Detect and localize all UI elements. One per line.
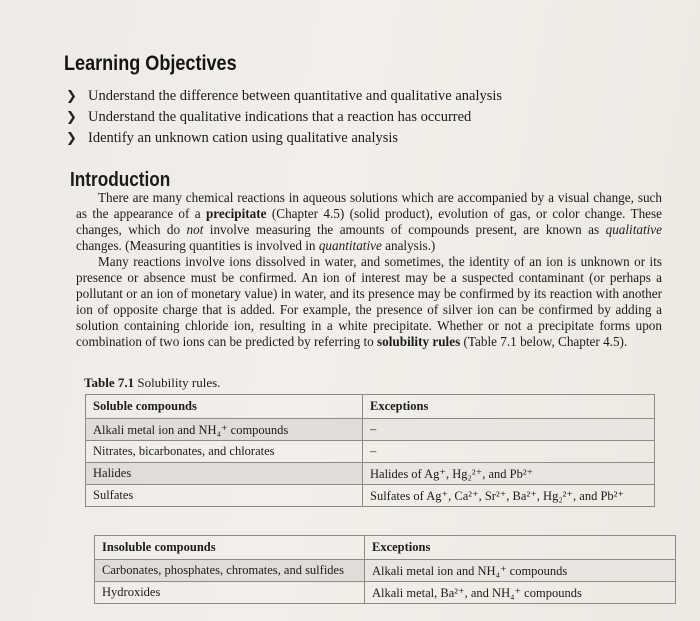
caption-text: Solubility rules.: [137, 375, 221, 390]
text-run: involve measuring the amounts of compounds present, are known as: [203, 222, 606, 237]
table-header-row: [86, 395, 655, 419]
objective-text: Understand the difference between quantitative and qualitative analysis: [88, 88, 503, 104]
table-cell: Hydroxides: [95, 582, 365, 604]
table-row: [86, 485, 655, 507]
header-cell: Exceptions: [363, 395, 655, 419]
table-cell: Alkali metal ion and NH₄⁺ compounds: [86, 419, 363, 441]
header-cell: Exceptions: [365, 536, 676, 560]
table-cell: Halides: [86, 463, 363, 485]
bold-term: precipitate: [205, 206, 267, 221]
intro-paragraph-2: [76, 254, 662, 350]
table-cell: Alkali metal, Ba²⁺, and NH₄⁺ compounds: [365, 582, 676, 604]
table-row: [86, 419, 655, 441]
intro-paragraph-1: [76, 190, 662, 254]
chevron-right-icon: ❯: [66, 131, 77, 146]
table-cell: Nitrates, bicarbonates, and chlorates: [86, 441, 363, 463]
table-row: [86, 441, 655, 463]
caption-label: Table 7.1: [84, 375, 135, 390]
page-title: Learning Objectives: [64, 52, 237, 75]
objective-text: Understand the qualitative indications that a reaction has occurred: [88, 109, 472, 125]
table-row: [95, 560, 676, 582]
list-item: [66, 128, 506, 149]
intro-text: [76, 190, 662, 350]
header-cell: Insoluble compounds: [95, 536, 365, 560]
text-run: (Chapter 4.5) (solid product), evolution of gas, or color change. These changes, which do: [76, 206, 663, 237]
soluble-compounds-table: [85, 394, 655, 507]
table-cell: Sulfates: [86, 485, 363, 507]
text-run: analysis.): [381, 238, 436, 253]
list-item: [66, 107, 506, 128]
chevron-right-icon: ❯: [66, 89, 77, 104]
table-cell: Halides of Ag⁺, Hg₂²⁺, and Pb²⁺: [363, 463, 655, 485]
text-run: changes. (Measuring quantities is involved in: [76, 238, 319, 253]
table-cell: Carbonates, phosphates, chromates, and sulfides: [95, 560, 365, 582]
table-header-row: [95, 536, 676, 560]
italic-term: qualitative: [605, 222, 662, 237]
italic-term: not: [186, 222, 204, 237]
bold-term: solubility rules: [377, 334, 461, 349]
table-cell: Sulfates of Ag⁺, Ca²⁺, Sr²⁺, Ba²⁺, Hg₂²⁺, and Pb²⁺: [363, 485, 655, 507]
table-row: [86, 463, 655, 485]
insoluble-compounds-table: [94, 535, 676, 604]
section-heading: Introduction: [70, 169, 171, 191]
text-run: Many reactions involve ions dissolved in water, and sometimes, the identity of an ion is unknown or its presence or absence must be confirmed. An ion of interest may be a suspected contaminant (or perhaps a pollutant or an ion of monetary value) in water, and its presence may be confirmed by its reaction with another ion of opposite charge that is added. For example, the presence of silver ion can be confirmed by adding a solution containing chloride ion, resulting in a white precipitate. Whether or not a precipitate forms upon combination of two ions can be predicted by referring to: [76, 254, 662, 349]
table-cell: –: [363, 419, 655, 441]
table-cell: Alkali metal ion and NH₄⁺ compounds: [365, 560, 676, 582]
list-item: [66, 86, 506, 107]
objective-text: Identify an unknown cation using qualitative analysis: [88, 130, 399, 146]
objectives-list: [66, 86, 506, 149]
table-row: [95, 582, 676, 604]
text-run: There are many chemical reactions in aqueous solutions which are accompanied by a visual change, such as the appearance of a: [76, 190, 662, 221]
italic-term: quantitative: [318, 238, 382, 253]
text-run: (Table 7.1 below, Chapter 4.5).: [460, 334, 628, 349]
table-caption: [84, 375, 220, 391]
chevron-right-icon: ❯: [66, 110, 77, 125]
table-cell: –: [363, 441, 655, 463]
header-cell: Soluble compounds: [86, 395, 363, 419]
